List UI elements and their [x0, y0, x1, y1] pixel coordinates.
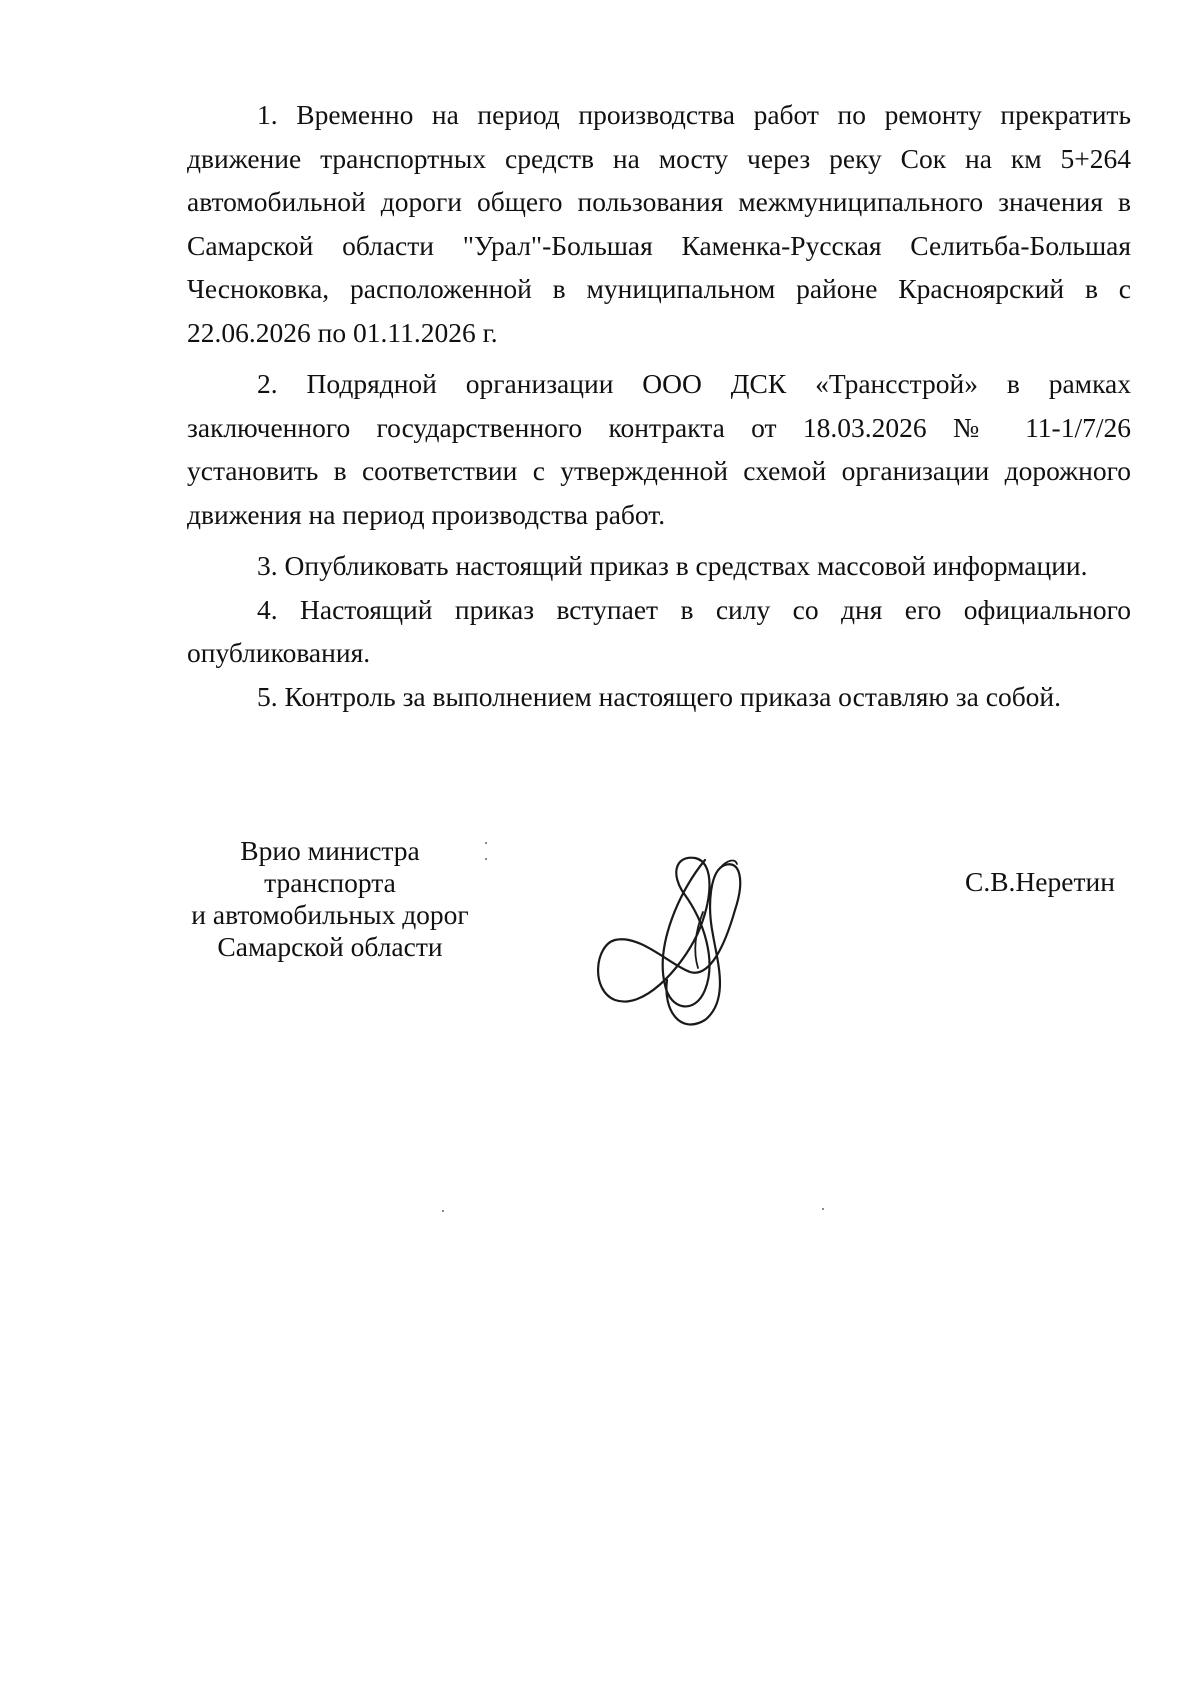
scan-speck — [485, 842, 487, 844]
signatory-name: С.В.Неретин — [965, 866, 1115, 897]
paragraph-3: 3. Опубликовать настоящий приказ в средствах массовой информации. — [257, 550, 1088, 581]
paragraph-1: 1. Временно на период производства работ по ремонту прекратить движение транспортных средств на мосту через реку Сок на км 5+264 автомобильной дороги общего пользования межмуниципального значения в Самарской области "Урал"-Большая Каменка-Русская Селитьба-Большая Чесноковка, расположенной в муниципальном районе Красноярский в с 22.06.2026 по 01.11.2026 г. — [187, 99, 1131, 348]
scan-speck — [822, 1208, 824, 1210]
handwritten-signature — [585, 850, 765, 1035]
signatory-title-line: Самарской области — [217, 931, 443, 962]
paragraph-2: 2. Подрядной организации ООО ДСК «Трансстрой» в рамках заключенного государственного контракта от 18.03.2026 № 11-1/7/26 установить в соответствии с утвержденной схемой организации дорожного движения на период производства работ. — [187, 368, 1131, 530]
signatory-title — [170, 835, 490, 963]
order-body — [187, 93, 1131, 718]
signatory-title-line: и автомобильных дорог — [191, 899, 469, 930]
scan-speck — [485, 858, 487, 860]
signatory-title-line: Врио министра — [240, 835, 420, 866]
paragraph-5: 5. Контроль за выполнением настоящего приказа оставляю за собой. — [257, 680, 1062, 712]
paragraph-4: 4. Настоящий приказ вступает в силу со дня его официального опубликования. — [187, 593, 1131, 668]
scan-speck — [442, 1210, 444, 1212]
signatory-title-line: транспорта — [264, 867, 396, 898]
